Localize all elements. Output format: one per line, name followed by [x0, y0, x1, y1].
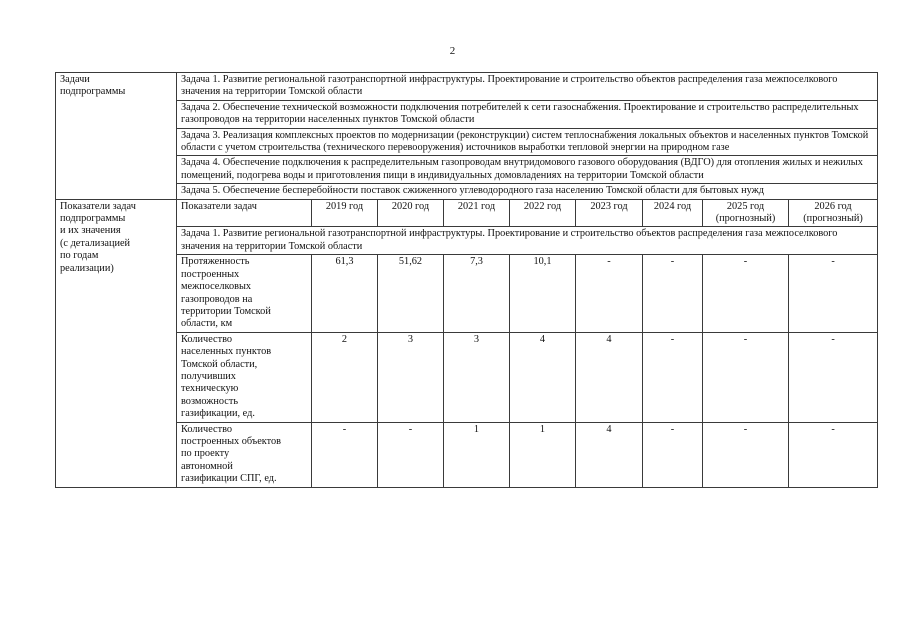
task-cell: Задача 5. Обеспечение бесперебойности поставок сжиженного углеводородного газа населению Томской области для бытовых нужд — [177, 184, 878, 199]
indicator-value: 1 — [510, 422, 576, 487]
indicator-value: - — [576, 255, 643, 332]
indicator-value: 4 — [576, 422, 643, 487]
indicator-value: - — [703, 255, 789, 332]
indicator-name-line: населенных пунктов — [181, 346, 272, 358]
indicator-value: 3 — [378, 332, 444, 422]
indicators-label-line: подпрограммы — [60, 213, 126, 225]
indicator-row — [56, 332, 878, 422]
indicator-name-line: газопроводов на — [181, 293, 253, 305]
indicator-value: 1 — [444, 422, 510, 487]
indicator-value: - — [789, 255, 878, 332]
indicator-name-line: построенных — [181, 268, 240, 280]
indicator-name — [177, 255, 312, 332]
forecast-year: 2025 год — [726, 200, 765, 212]
indicator-name-line: межпоселковых — [181, 281, 252, 293]
forecast-year: 2026 год — [814, 200, 852, 212]
indicator-value: - — [703, 332, 789, 422]
indicator-name-line: построенных объектов — [181, 435, 282, 447]
indicator-value: - — [789, 422, 878, 487]
task-cell: Задача 2. Обеспечение технической возможности подключения потребителей к сети газоснабжения. Проектирование и строительство распределительных газопроводов на территории населенных пунктов Томской области — [177, 100, 878, 128]
indicator-value: 7,3 — [444, 255, 510, 332]
page-number: 2 — [449, 45, 456, 57]
indicator-name — [177, 422, 312, 487]
indicator-name-line: территории Томской — [181, 305, 271, 317]
indicator-row — [56, 422, 878, 487]
indicator-value: 2 — [312, 332, 378, 422]
header-year: 2019 год — [312, 199, 378, 227]
indicator-value: - — [312, 422, 378, 487]
indicator-name-line: газификации, ед. — [181, 408, 255, 420]
tasks-label-line: подпрограммы — [60, 86, 126, 98]
passport-table — [55, 72, 878, 488]
indicator-name-line: Количество — [181, 423, 233, 435]
indicator-value: 3 — [444, 332, 510, 422]
indicator-value: 4 — [510, 332, 576, 422]
header-year: 2021 год — [444, 199, 510, 227]
indicator-name-line: Количество — [181, 333, 233, 345]
header-year-forecast — [703, 199, 789, 227]
task-row — [56, 100, 878, 128]
task-cell: Задача 3. Реализация комплексных проектов по модернизации (реконструкции) систем теплоснабжения локальных объектов и населенных пунктов Томской области с учетом строительства (технического перевооружения) источников выработки тепловой энергии на природном газе — [177, 128, 878, 156]
task1-title: Задача 1. Развитие региональной газотранспортной инфраструктуры. Проектирование и строительство объектов распределения газа межпоселкового значения на территории Томской области — [177, 227, 878, 255]
indicator-name-line: области, км — [181, 318, 233, 330]
indicators-label-line: (с детализацией — [60, 237, 131, 249]
task1-subheader-row — [56, 227, 878, 255]
tasks-section-label — [56, 73, 177, 200]
header-year: 2020 год — [378, 199, 444, 227]
header-year: 2024 год — [643, 199, 703, 227]
forecast-note: (прогнозный) — [803, 213, 863, 225]
indicator-value: - — [378, 422, 444, 487]
indicator-value: - — [789, 332, 878, 422]
indicator-name-line: автономной — [181, 460, 233, 472]
task-row — [56, 184, 878, 199]
indicator-name-line: Протяженность — [181, 256, 250, 268]
indicators-label-line: по годам — [60, 250, 99, 262]
indicators-label-line: и их значения — [60, 225, 121, 237]
header-year: 2023 год — [576, 199, 643, 227]
indicator-value: 51,62 — [378, 255, 444, 332]
indicators-section-label — [56, 199, 177, 487]
indicator-name-line: Томской области, — [181, 358, 258, 370]
indicators-label-line: Показатели задач — [60, 200, 136, 212]
indicator-value: - — [643, 255, 703, 332]
header-indicator: Показатели задач — [177, 199, 312, 227]
indicator-value: - — [703, 422, 789, 487]
indicator-name-line: получивших — [181, 370, 236, 382]
task-cell: Задача 1. Развитие региональной газотранспортной инфраструктуры. Проектирование и строительство объектов распределения газа межпоселкового значения на территории Томской области — [177, 73, 878, 101]
indicator-value: - — [643, 332, 703, 422]
indicator-row — [56, 255, 878, 332]
tasks-label-line: Задачи — [60, 74, 90, 85]
indicator-value: 61,3 — [312, 255, 378, 332]
indicator-name-line: техническую — [181, 383, 239, 395]
task-row — [56, 73, 878, 101]
indicators-label-line: реализации) — [60, 262, 114, 274]
indicator-name-line: газификации СПГ, ед. — [181, 473, 277, 485]
indicator-name-line: возможность — [181, 395, 239, 407]
task-row — [56, 128, 878, 156]
indicator-value: 10,1 — [510, 255, 576, 332]
forecast-note: (прогнозный) — [715, 213, 776, 225]
header-year: 2022 год — [510, 199, 576, 227]
indicator-name-line: по проекту — [181, 448, 230, 460]
header-year-forecast — [789, 199, 878, 227]
indicator-value: 4 — [576, 332, 643, 422]
indicator-name — [177, 332, 312, 422]
task-row — [56, 156, 878, 184]
indicator-value: - — [643, 422, 703, 487]
indicators-header-row — [56, 199, 878, 227]
task-cell: Задача 4. Обеспечение подключения к распределительным газопроводам внутридомового газового оборудования (ВДГО) для отопления жилых и нежилых помещений, подогрева воды и приготовления пищи в индивидуальных домовладениях на территории Томской области — [177, 156, 878, 184]
